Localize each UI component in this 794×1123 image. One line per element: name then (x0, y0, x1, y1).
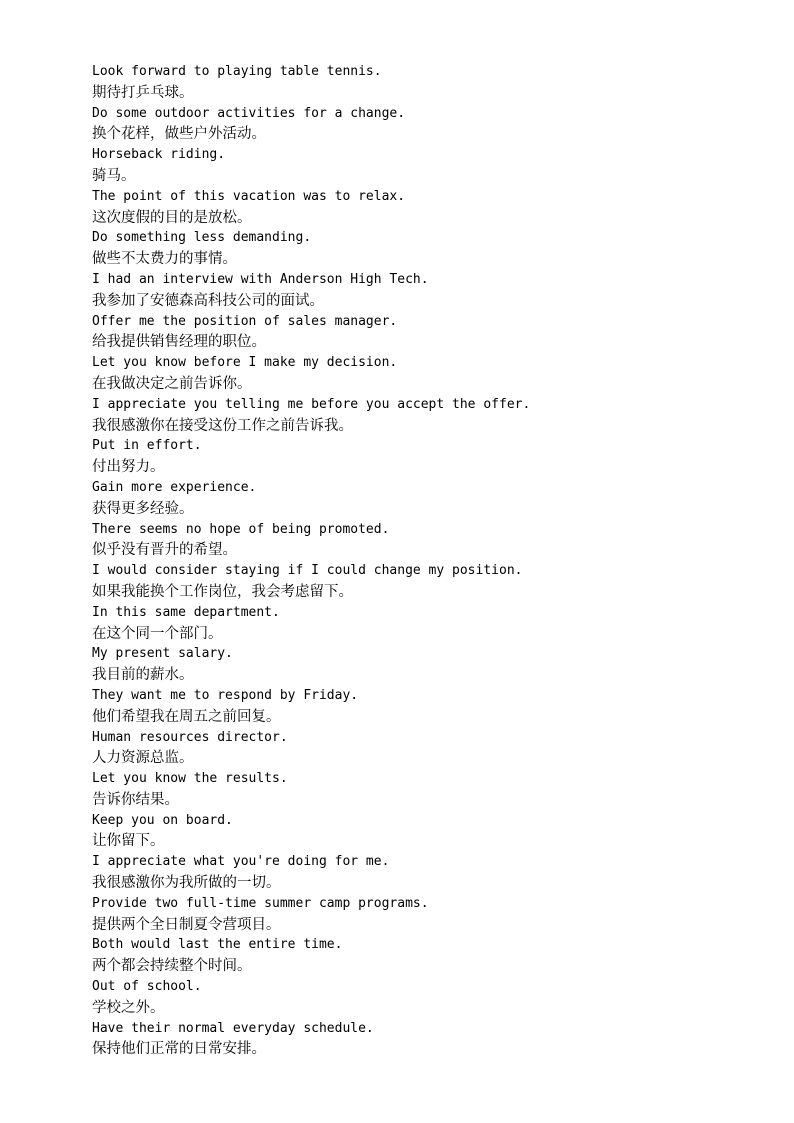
phrase-entry (92, 561, 732, 603)
chinese-translation: 我参加了安德森高科技公司的面试。 (92, 292, 324, 309)
phrase-entry (92, 62, 732, 104)
phrase-entry (92, 436, 732, 478)
english-phrase: Offer me the position of sales manager. (92, 313, 398, 329)
english-phrase: There seems no hope of being promoted. (92, 521, 390, 537)
english-phrase: Look forward to playing table tennis. (92, 64, 382, 79)
english-phrase: Keep you on board. (92, 812, 233, 828)
chinese-translation: 让你留下。 (92, 833, 165, 850)
chinese-translation: 在我做决定之前告诉你。 (92, 375, 252, 392)
chinese-translation: 我目前的薪水。 (92, 667, 194, 684)
chinese-translation: 告诉你结果。 (92, 791, 179, 808)
phrase-entry (92, 644, 732, 686)
phrase-entry (92, 1019, 732, 1061)
chinese-translation: 如果我能换个工作岗位，我会考虑留下。 (92, 583, 353, 600)
english-phrase: The point of this vacation was to relax. (92, 188, 406, 204)
english-phrase: Let you know before I make my decision. (92, 355, 398, 371)
chinese-translation: 学校之外。 (92, 999, 165, 1016)
english-phrase: Have their normal everyday schedule. (92, 1020, 374, 1036)
phrase-entry (92, 395, 732, 437)
chinese-translation: 保持他们正常的日常安排。 (92, 1041, 266, 1058)
chinese-translation: 获得更多经验。 (92, 500, 194, 517)
english-phrase: I had an interview with Anderson High Tech. (92, 271, 429, 287)
phrase-entry (92, 852, 732, 894)
chinese-translation: 这次度假的目的是放松。 (92, 209, 252, 226)
chinese-translation: 骑马。 (92, 167, 136, 184)
chinese-translation: 在这个同一个部门。 (92, 625, 223, 642)
english-phrase: Provide two full-time summer camp programs. (92, 895, 429, 911)
chinese-translation: 提供两个全日制夏令营项目。 (92, 916, 281, 933)
chinese-translation: 人力资源总监。 (92, 750, 194, 767)
phrase-entry (92, 728, 732, 770)
phrase-entry (92, 894, 732, 936)
chinese-translation: 做些不太费力的事情。 (92, 251, 237, 268)
chinese-translation: 他们希望我在周五之前回复。 (92, 708, 281, 725)
english-phrase: I appreciate you telling me before you accept the offer. (92, 396, 531, 412)
phrase-entry (92, 228, 732, 270)
english-phrase: In this same department. (92, 604, 280, 620)
chinese-translation: 我很感激你在接受这份工作之前告诉我。 (92, 417, 353, 434)
english-phrase: Put in effort. (92, 438, 202, 454)
english-phrase: I appreciate what you're doing for me. (92, 854, 390, 870)
phrase-entry (92, 270, 732, 312)
chinese-translation: 期待打乒乓球。 (92, 84, 194, 101)
english-phrase: Do something less demanding. (92, 230, 312, 246)
english-phrase: Both would last the entire time. (92, 937, 343, 953)
phrase-entry (92, 603, 732, 645)
phrase-entry (92, 187, 732, 229)
phrase-entry (92, 353, 732, 395)
phrase-entry (92, 686, 732, 728)
english-phrase: I would consider staying if I could change my position. (92, 563, 523, 579)
phrase-entry (92, 520, 732, 562)
english-phrase: My present salary. (92, 646, 233, 662)
english-phrase: Horseback riding. (92, 147, 226, 163)
english-phrase: Let you know the results. (92, 771, 288, 787)
english-phrase: They want me to respond by Friday. (92, 687, 359, 703)
phrase-entry (92, 478, 732, 520)
phrase-entry (92, 104, 732, 146)
chinese-translation: 两个都会持续整个时间。 (92, 958, 252, 975)
phrase-entry (92, 811, 732, 853)
chinese-translation: 付出努力。 (92, 459, 165, 476)
phrase-entry (92, 769, 732, 811)
phrase-entry (92, 145, 732, 187)
english-phrase: Gain more experience. (92, 479, 257, 495)
chinese-translation: 我很感激你为我所做的一切。 (92, 875, 281, 892)
phrase-entry (92, 312, 732, 354)
chinese-translation: 似乎没有晋升的希望。 (92, 542, 237, 559)
phrase-entry (92, 935, 732, 977)
english-phrase: Out of school. (92, 979, 202, 995)
english-phrase: Do some outdoor activities for a change. (92, 105, 406, 121)
english-phrase: Human resources director. (92, 729, 288, 745)
chinese-translation: 换个花样，做些户外活动。 (92, 126, 266, 143)
document-page (92, 62, 732, 1060)
phrase-entry (92, 977, 732, 1019)
chinese-translation: 给我提供销售经理的职位。 (92, 334, 266, 351)
